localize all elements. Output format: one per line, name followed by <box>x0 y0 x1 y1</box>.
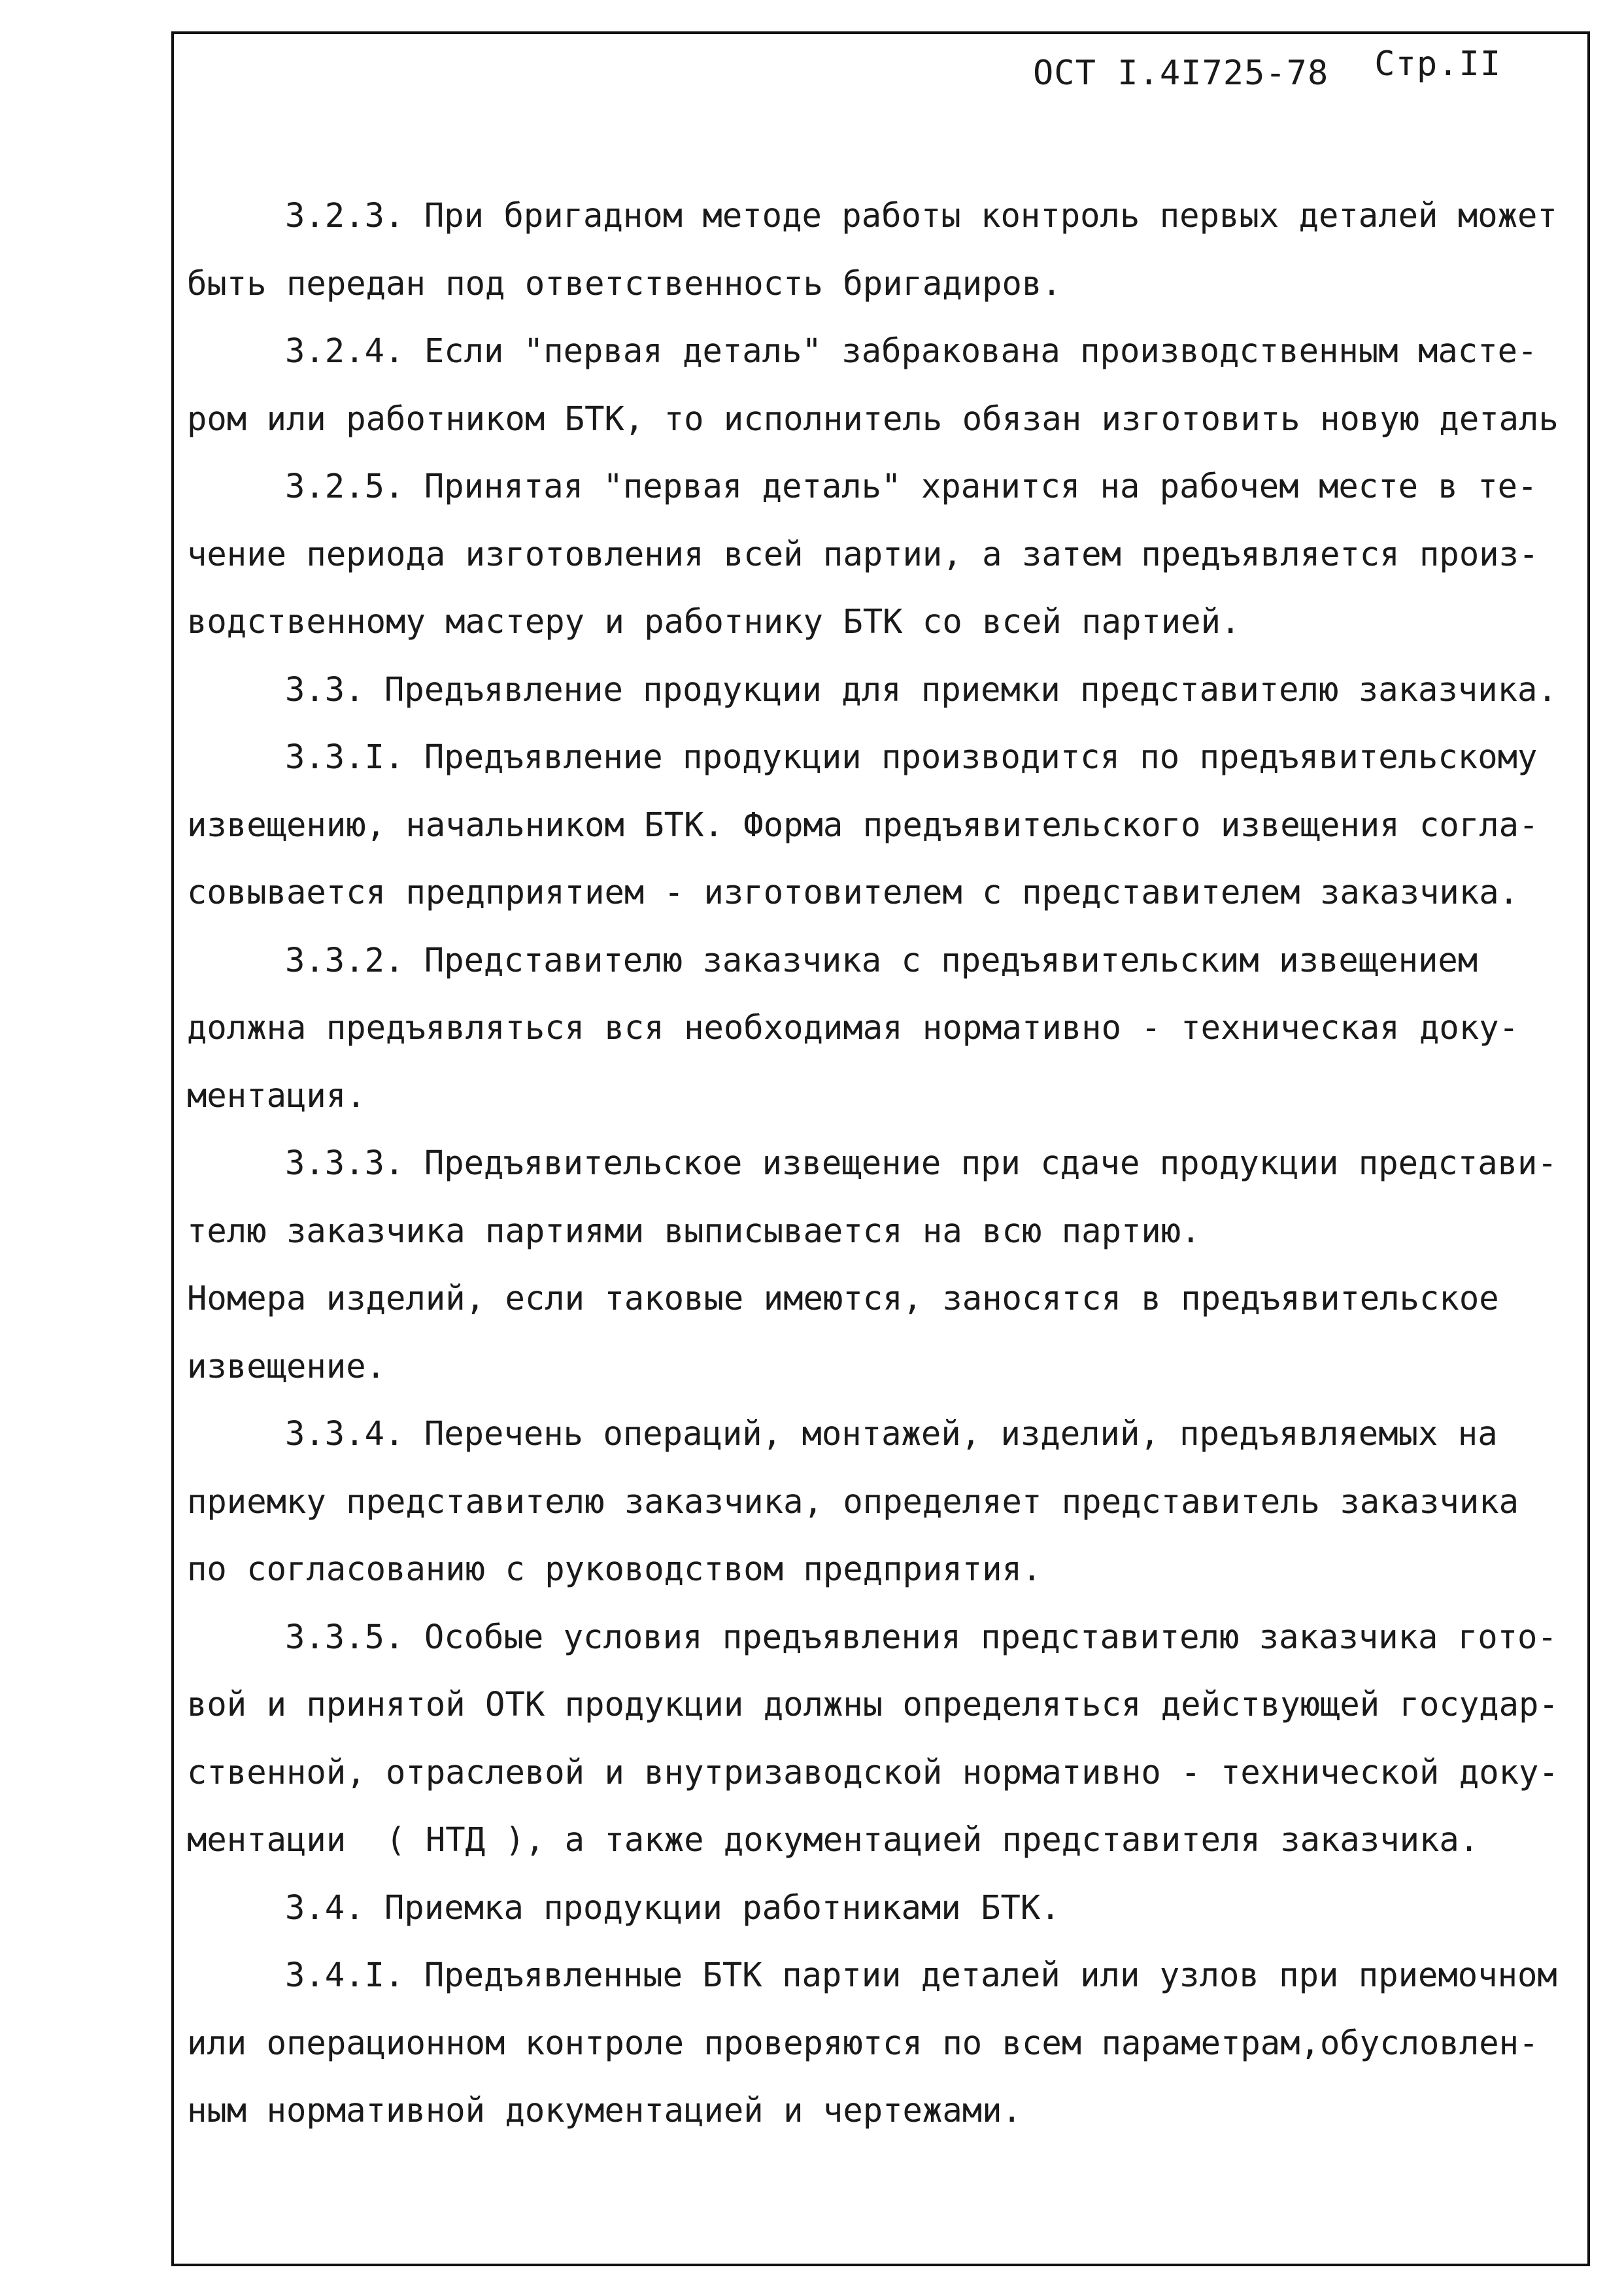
text-line: телю заказчика партиями выписывается на всю партию. <box>187 1211 1201 1250</box>
text-line: должна предъявляться вся необходимая нормативно - техническая доку- <box>187 1008 1519 1047</box>
text-line: вой и принятой ОТК продукции должны определяться действующей государ- <box>187 1685 1559 1724</box>
page-number: Стр.II <box>1374 44 1502 84</box>
text-line: быть передан под ответственность бригадиров. <box>187 264 1062 303</box>
text-line: совывается предприятием - изготовителем с представителем заказчика. <box>187 873 1519 911</box>
document-body <box>187 182 1580 2145</box>
text-line: ментации ( НТД ), а также документацией представителя заказчика. <box>187 1820 1480 1859</box>
text-line: по согласованию с руководством предприятия. <box>187 1550 1042 1588</box>
text-line: ственной, отраслевой и внутризаводской нормативно - технической доку- <box>187 1752 1559 1792</box>
text-line: Номера изделий, если таковые имеются, заносятся в предъявительское <box>187 1279 1499 1318</box>
text-line: 3.2.3. При бригадном методе работы контроль первых деталей может <box>285 196 1557 235</box>
text-line: 3.2.5. Принятая "первая деталь" хранится на рабочем месте в те- <box>285 467 1538 505</box>
text-line: ным нормативной документацией и чертежами. <box>187 2091 1022 2130</box>
text-line: 3.4.I. Предъявленные БТК партии деталей или узлов при приемочном <box>285 1956 1557 1994</box>
text-line: 3.3.4. Перечень операций, монтажей, изделий, предъявляемых на <box>285 1414 1498 1453</box>
text-line: 3.3.3. Предъявительское извещение при сдаче продукции представи- <box>285 1144 1557 1182</box>
text-line: ментация. <box>187 1076 366 1115</box>
text-line: приемку представителю заказчика, определяет представитель заказчика <box>187 1482 1519 1521</box>
text-line: ром или работником БТК, то исполнитель обязан изготовить новую деталь <box>187 399 1559 438</box>
text-line: 3.3.I. Предъявление продукции производится по предъявительскому <box>285 738 1538 776</box>
text-line: чение периода изготовления всей партии, а затем предъявляется произ- <box>187 534 1539 573</box>
document-code: ОСТ I.4I725-78 <box>1033 54 1329 93</box>
text-line: 3.4. Приемка продукции работниками БТК. <box>285 1888 1060 1927</box>
text-line: извещение. <box>187 1346 386 1386</box>
text-line: или операционном контроле проверяются по всем параметрам,обусловлен- <box>187 2023 1539 2062</box>
page-header <box>1033 44 1502 93</box>
text-line: извещению, начальником БТК. Форма предъявительского извещения согла- <box>187 805 1539 844</box>
text-line: 3.3. Предъявление продукции для приемки представителю заказчика. <box>285 670 1557 709</box>
text-line: 3.3.5. Особые условия предъявления представителю заказчика гото- <box>285 1617 1557 1656</box>
text-line: 3.3.2. Представителю заказчика с предъявительским извещением <box>285 940 1478 979</box>
text-line: 3.2.4. Если "первая деталь" забракована производственным масте- <box>285 332 1538 370</box>
text-line: водственному мастеру и работнику БТК со всей партией. <box>187 602 1241 641</box>
